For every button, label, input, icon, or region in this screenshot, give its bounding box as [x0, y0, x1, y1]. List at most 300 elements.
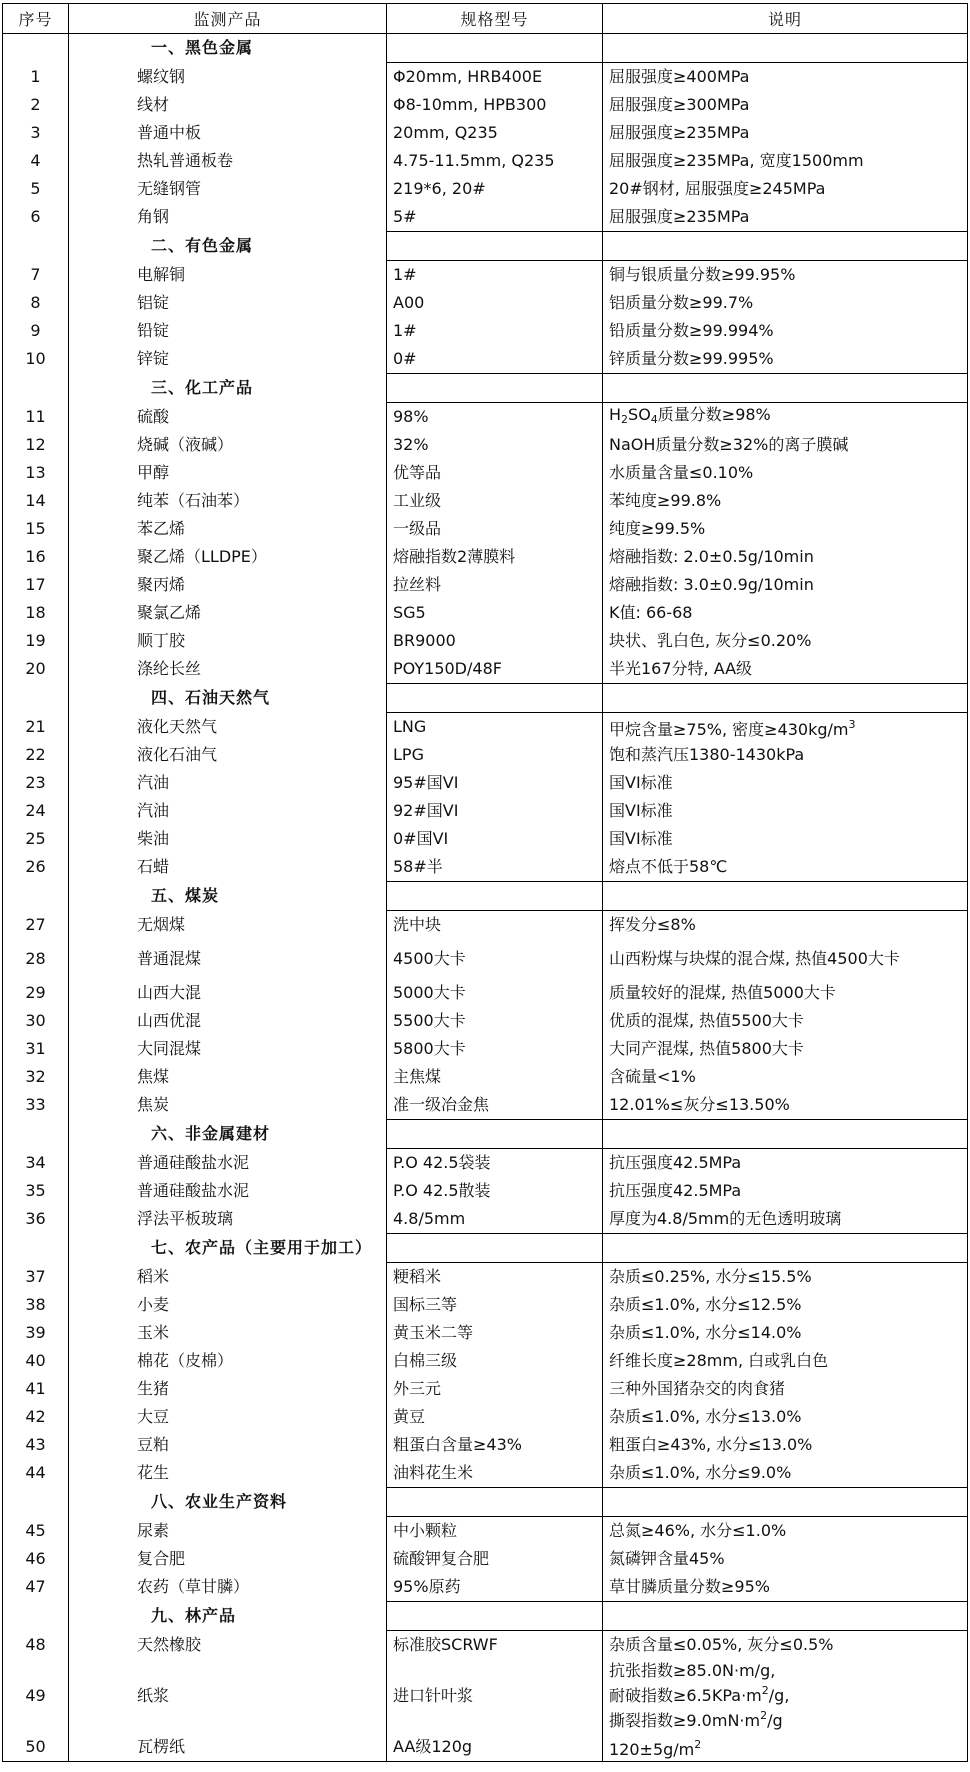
category-note-cell: [603, 374, 968, 403]
category-spec-cell: [387, 232, 603, 261]
row-product-name: 顺丁胶: [69, 627, 387, 655]
row-note: 熔点不低于58℃: [603, 853, 968, 882]
row-serial-no: 43: [3, 1431, 69, 1459]
category-spec-cell: [387, 34, 603, 63]
row-note: 杂质≤1.0%, 水分≤13.0%: [603, 1403, 968, 1431]
category-spec-cell: [387, 684, 603, 713]
row-note: 质量较好的混煤, 热值5000大卡: [603, 979, 968, 1007]
row-note: 饱和蒸汽压1380-1430kPa: [603, 741, 968, 769]
row-serial-no: 25: [3, 825, 69, 853]
row-serial-no: 34: [3, 1149, 69, 1178]
row-product-name: 柴油: [69, 825, 387, 853]
row-spec: 5500大卡: [387, 1007, 603, 1035]
category-title: 六、非金属建材: [69, 1120, 387, 1149]
row-serial-no: 12: [3, 431, 69, 459]
table-row: [3, 1007, 968, 1035]
table-row: [3, 1431, 968, 1459]
note-script: 2: [621, 412, 629, 426]
row-product-name: 天然橡胶: [69, 1631, 387, 1660]
table-row: [3, 431, 968, 459]
note-line: [609, 1681, 967, 1706]
category-serial-cell: [3, 1602, 69, 1631]
row-product-name: 聚丙烯: [69, 571, 387, 599]
table-row: [3, 1263, 968, 1292]
table-row: [3, 1459, 968, 1488]
row-product-name: 甲醇: [69, 459, 387, 487]
table-row: [3, 1403, 968, 1431]
table-row: [3, 1659, 968, 1733]
row-serial-no: 30: [3, 1007, 69, 1035]
row-product-name: 普通混煤: [69, 939, 387, 979]
row-spec: 32%: [387, 431, 603, 459]
row-note: 杂质≤1.0%, 水分≤14.0%: [603, 1319, 968, 1347]
row-spec: Φ8-10mm, HPB300: [387, 91, 603, 119]
table-row: [3, 289, 968, 317]
row-note: [603, 713, 968, 742]
note-script: 2: [761, 1684, 769, 1697]
row-product-name: 尿素: [69, 1517, 387, 1546]
monitoring-products-table: [2, 3, 968, 1762]
row-serial-no: 27: [3, 911, 69, 940]
row-spec: P.O 42.5散装: [387, 1177, 603, 1205]
row-product-name: 热轧普通板卷: [69, 147, 387, 175]
row-product-name: 无缝钢管: [69, 175, 387, 203]
category-note-cell: [603, 232, 968, 261]
row-note: 杂质≤0.25%, 水分≤15.5%: [603, 1263, 968, 1292]
row-note: [603, 1733, 968, 1762]
row-note: 铝质量分数≥99.7%: [603, 289, 968, 317]
table-row: [3, 825, 968, 853]
row-product-name: 锌锭: [69, 345, 387, 374]
category-serial-cell: [3, 232, 69, 261]
row-spec: 油料花生米: [387, 1459, 603, 1488]
row-note: 铜与银质量分数≥99.95%: [603, 261, 968, 290]
table-row: [3, 1035, 968, 1063]
row-product-name: 苯乙烯: [69, 515, 387, 543]
row-note: 三种外国猪杂交的肉食猪: [603, 1375, 968, 1403]
row-product-name: 铅锭: [69, 317, 387, 345]
row-product-name: 普通硅酸盐水泥: [69, 1149, 387, 1178]
row-serial-no: 24: [3, 797, 69, 825]
row-serial-no: 37: [3, 1263, 69, 1292]
category-row: [3, 1234, 968, 1263]
row-spec: 4.8/5mm: [387, 1205, 603, 1234]
row-spec: 工业级: [387, 487, 603, 515]
row-spec: 1#: [387, 317, 603, 345]
row-product-name: 聚氯乙烯: [69, 599, 387, 627]
row-note: 屈服强度≥235MPa: [603, 203, 968, 232]
row-serial-no: 40: [3, 1347, 69, 1375]
row-spec: 黄豆: [387, 1403, 603, 1431]
row-product-name: 豆粕: [69, 1431, 387, 1459]
row-serial-no: 50: [3, 1733, 69, 1762]
row-product-name: 农药（草甘膦）: [69, 1573, 387, 1602]
row-note: 苯纯度≥99.8%: [603, 487, 968, 515]
row-spec: 5#: [387, 203, 603, 232]
table-row: [3, 627, 968, 655]
row-spec: 219*6, 20#: [387, 175, 603, 203]
category-row: [3, 232, 968, 261]
row-note: NaOH质量分数≥32%的离子膜碱: [603, 431, 968, 459]
table-row: [3, 797, 968, 825]
category-spec-cell: [387, 882, 603, 911]
table-row: [3, 119, 968, 147]
category-title: 三、化工产品: [69, 374, 387, 403]
row-note: 熔融指数: 3.0±0.9g/10min: [603, 571, 968, 599]
category-row: [3, 1120, 968, 1149]
row-serial-no: 44: [3, 1459, 69, 1488]
note-text: /g,: [768, 1686, 790, 1705]
row-note: 块状、乳白色, 灰分≤0.20%: [603, 627, 968, 655]
category-serial-cell: [3, 34, 69, 63]
row-product-name: 铝锭: [69, 289, 387, 317]
category-serial-cell: [3, 1120, 69, 1149]
row-product-name: 大同混煤: [69, 1035, 387, 1063]
row-note: K值: 66-68: [603, 599, 968, 627]
row-note: 水质量含量≤0.10%: [603, 459, 968, 487]
category-title: 八、农业生产资料: [69, 1488, 387, 1517]
table-row: [3, 571, 968, 599]
row-serial-no: 49: [3, 1659, 69, 1733]
row-serial-no: 13: [3, 459, 69, 487]
row-serial-no: 45: [3, 1517, 69, 1546]
table-row: [3, 1545, 968, 1573]
note-script: 2: [760, 1709, 768, 1722]
row-serial-no: 36: [3, 1205, 69, 1234]
row-product-name: 聚乙烯（LLDPE）: [69, 543, 387, 571]
row-note: 杂质≤1.0%, 水分≤12.5%: [603, 1291, 968, 1319]
row-note: 杂质含量≤0.05%, 灰分≤0.5%: [603, 1631, 968, 1660]
row-spec: 92#国VI: [387, 797, 603, 825]
row-serial-no: 35: [3, 1177, 69, 1205]
row-note: 杂质≤1.0%, 水分≤9.0%: [603, 1459, 968, 1488]
row-serial-no: 28: [3, 939, 69, 979]
row-note: 山西粉煤与块煤的混合煤, 热值4500大卡: [603, 939, 968, 979]
row-note: 锌质量分数≥99.995%: [603, 345, 968, 374]
category-row: [3, 374, 968, 403]
table-row: [3, 543, 968, 571]
row-serial-no: 6: [3, 203, 69, 232]
row-serial-no: 15: [3, 515, 69, 543]
row-note: 含硫量<1%: [603, 1063, 968, 1091]
header-serial-no: 序号: [3, 4, 69, 34]
row-note: 国VI标准: [603, 769, 968, 797]
row-note: 总氮≥46%, 水分≤1.0%: [603, 1517, 968, 1546]
table-row: [3, 599, 968, 627]
note-script: 4: [650, 412, 658, 426]
row-product-name: 复合肥: [69, 1545, 387, 1573]
table-row: [3, 1149, 968, 1178]
row-note: 粗蛋白≥43%, 水分≤13.0%: [603, 1431, 968, 1459]
row-spec: 一级品: [387, 515, 603, 543]
row-spec: LPG: [387, 741, 603, 769]
table-body: [3, 34, 968, 1762]
note-text: 抗张指数≥85.0N·m/g,: [609, 1661, 776, 1680]
row-serial-no: 20: [3, 655, 69, 684]
row-spec: 国标三等: [387, 1291, 603, 1319]
row-product-name: 涤纶长丝: [69, 655, 387, 684]
row-spec: 粳稻米: [387, 1263, 603, 1292]
row-note: 屈服强度≥235MPa: [603, 119, 968, 147]
category-note-cell: [603, 1488, 968, 1517]
row-note: 纤维长度≥28mm, 白或乳白色: [603, 1347, 968, 1375]
row-note: 国VI标准: [603, 797, 968, 825]
row-product-name: 瓦楞纸: [69, 1733, 387, 1762]
row-serial-no: 3: [3, 119, 69, 147]
row-note: 屈服强度≥300MPa: [603, 91, 968, 119]
category-row: [3, 1488, 968, 1517]
table-row: [3, 91, 968, 119]
row-spec: 5000大卡: [387, 979, 603, 1007]
row-spec: 1#: [387, 261, 603, 290]
category-title: 四、石油天然气: [69, 684, 387, 713]
table-row: [3, 1291, 968, 1319]
table-row: [3, 1177, 968, 1205]
row-note: 20#钢材, 屈服强度≥245MPa: [603, 175, 968, 203]
category-title: 九、林产品: [69, 1602, 387, 1631]
table-row: [3, 203, 968, 232]
table-row: [3, 1517, 968, 1546]
category-row: [3, 684, 968, 713]
row-serial-no: 31: [3, 1035, 69, 1063]
row-spec: LNG: [387, 713, 603, 742]
category-serial-cell: [3, 1488, 69, 1517]
row-note: 氮磷钾含量45%: [603, 1545, 968, 1573]
row-note: 12.01%≤灰分≤13.50%: [603, 1091, 968, 1120]
row-product-name: 普通中板: [69, 119, 387, 147]
category-note-cell: [603, 684, 968, 713]
row-note: 抗压强度42.5MPa: [603, 1149, 968, 1178]
row-note: 国VI标准: [603, 825, 968, 853]
row-product-name: 汽油: [69, 769, 387, 797]
category-serial-cell: [3, 374, 69, 403]
row-product-name: 烧碱（液碱）: [69, 431, 387, 459]
row-product-name: 螺纹钢: [69, 63, 387, 92]
category-spec-cell: [387, 1488, 603, 1517]
row-spec: Φ20mm, HRB400E: [387, 63, 603, 92]
table-row: [3, 1733, 968, 1762]
category-note-cell: [603, 1120, 968, 1149]
category-note-cell: [603, 34, 968, 63]
row-serial-no: 22: [3, 741, 69, 769]
row-note: 优质的混煤, 热值5500大卡: [603, 1007, 968, 1035]
row-spec: A00: [387, 289, 603, 317]
row-serial-no: 46: [3, 1545, 69, 1573]
row-serial-no: 18: [3, 599, 69, 627]
category-row: [3, 34, 968, 63]
row-product-name: 无烟煤: [69, 911, 387, 940]
row-serial-no: 32: [3, 1063, 69, 1091]
row-product-name: 焦煤: [69, 1063, 387, 1091]
row-product-name: 硫酸: [69, 403, 387, 432]
row-spec: 硫酸钾复合肥: [387, 1545, 603, 1573]
table-row: [3, 939, 968, 979]
row-product-name: 纯苯（石油苯）: [69, 487, 387, 515]
row-serial-no: 11: [3, 403, 69, 432]
row-note: 纯度≥99.5%: [603, 515, 968, 543]
row-spec: 粗蛋白含量≥43%: [387, 1431, 603, 1459]
category-note-cell: [603, 882, 968, 911]
row-spec: P.O 42.5袋装: [387, 1149, 603, 1178]
header-spec: 规格型号: [387, 4, 603, 34]
row-product-name: 液化天然气: [69, 713, 387, 742]
table-header-row: [3, 4, 968, 34]
row-serial-no: 1: [3, 63, 69, 92]
row-spec: 黄玉米二等: [387, 1319, 603, 1347]
row-product-name: 普通硅酸盐水泥: [69, 1177, 387, 1205]
table-row: [3, 63, 968, 92]
table-row: [3, 459, 968, 487]
row-spec: 中小颗粒: [387, 1517, 603, 1546]
row-note: 铅质量分数≥99.994%: [603, 317, 968, 345]
table-row: [3, 147, 968, 175]
category-serial-cell: [3, 1234, 69, 1263]
row-note: 草甘膦质量分数≥95%: [603, 1573, 968, 1602]
row-serial-no: 10: [3, 345, 69, 374]
row-spec: 白棉三级: [387, 1347, 603, 1375]
table-row: [3, 853, 968, 882]
row-serial-no: 4: [3, 147, 69, 175]
row-product-name: 生猪: [69, 1375, 387, 1403]
note-script: 3: [848, 717, 856, 731]
row-serial-no: 48: [3, 1631, 69, 1660]
category-title: 五、煤炭: [69, 882, 387, 911]
row-product-name: 石蜡: [69, 853, 387, 882]
table-row: [3, 403, 968, 432]
row-serial-no: 42: [3, 1403, 69, 1431]
table-row: [3, 487, 968, 515]
note-text: 撕裂指数≥9.0mN·m: [609, 1711, 761, 1730]
table-row: [3, 655, 968, 684]
row-note: 屈服强度≥235MPa, 宽度1500mm: [603, 147, 968, 175]
category-note-cell: [603, 1602, 968, 1631]
row-note: 熔融指数: 2.0±0.5g/10min: [603, 543, 968, 571]
row-note: 大同产混煤, 热值5800大卡: [603, 1035, 968, 1063]
table-row: [3, 1205, 968, 1234]
row-spec: 0#: [387, 345, 603, 374]
table-row: [3, 1347, 968, 1375]
row-spec: 拉丝料: [387, 571, 603, 599]
row-spec: BR9000: [387, 627, 603, 655]
row-product-name: 纸浆: [69, 1659, 387, 1733]
row-spec: 95%原药: [387, 1573, 603, 1602]
row-serial-no: 9: [3, 317, 69, 345]
table-row: [3, 1091, 968, 1120]
row-note: 屈服强度≥400MPa: [603, 63, 968, 92]
row-serial-no: 29: [3, 979, 69, 1007]
row-serial-no: 41: [3, 1375, 69, 1403]
row-spec: 0#国VI: [387, 825, 603, 853]
row-serial-no: 21: [3, 713, 69, 742]
category-spec-cell: [387, 374, 603, 403]
note-text: 甲烷含量≥75%, 密度≥430kg/m: [609, 719, 849, 739]
row-serial-no: 16: [3, 543, 69, 571]
note-script: 2: [694, 1737, 702, 1751]
header-product: 监测产品: [69, 4, 387, 34]
note-text: H: [609, 404, 622, 424]
table-row: [3, 713, 968, 742]
category-row: [3, 1602, 968, 1631]
row-serial-no: 14: [3, 487, 69, 515]
row-spec: 58#半: [387, 853, 603, 882]
table-row: [3, 911, 968, 940]
row-product-name: 山西大混: [69, 979, 387, 1007]
table-row: [3, 1063, 968, 1091]
row-product-name: 液化石油气: [69, 741, 387, 769]
row-serial-no: 5: [3, 175, 69, 203]
row-spec: 标准胶SCRWF: [387, 1631, 603, 1660]
row-spec: 20mm, Q235: [387, 119, 603, 147]
row-serial-no: 17: [3, 571, 69, 599]
row-spec: SG5: [387, 599, 603, 627]
category-title: 二、有色金属: [69, 232, 387, 261]
row-spec: 进口针叶浆: [387, 1659, 603, 1733]
note-text: 质量分数≥98%: [657, 404, 771, 424]
note-text: 120±5g/m: [609, 1739, 695, 1759]
row-note: [603, 1659, 968, 1733]
row-product-name: 棉花（皮棉）: [69, 1347, 387, 1375]
row-serial-no: 8: [3, 289, 69, 317]
row-spec: 准一级冶金焦: [387, 1091, 603, 1120]
table-row: [3, 741, 968, 769]
category-title: 一、黑色金属: [69, 34, 387, 63]
table-row: [3, 1631, 968, 1660]
row-serial-no: 7: [3, 261, 69, 290]
category-row: [3, 882, 968, 911]
row-spec: 98%: [387, 403, 603, 432]
category-note-cell: [603, 1234, 968, 1263]
note-line: [609, 1661, 967, 1681]
table-row: [3, 979, 968, 1007]
row-product-name: 电解铜: [69, 261, 387, 290]
row-spec: 主焦煤: [387, 1063, 603, 1091]
category-serial-cell: [3, 882, 69, 911]
row-spec: POY150D/48F: [387, 655, 603, 684]
table-row: [3, 1319, 968, 1347]
note-text: /g: [767, 1711, 783, 1730]
row-note: 半光167分特, AA级: [603, 655, 968, 684]
table-row: [3, 769, 968, 797]
row-spec: 优等品: [387, 459, 603, 487]
row-product-name: 汽油: [69, 797, 387, 825]
row-serial-no: 2: [3, 91, 69, 119]
row-product-name: 花生: [69, 1459, 387, 1488]
category-spec-cell: [387, 1120, 603, 1149]
row-note: 抗压强度42.5MPa: [603, 1177, 968, 1205]
row-spec: 熔融指数2薄膜料: [387, 543, 603, 571]
category-serial-cell: [3, 684, 69, 713]
row-serial-no: 47: [3, 1573, 69, 1602]
row-product-name: 山西优混: [69, 1007, 387, 1035]
category-spec-cell: [387, 1602, 603, 1631]
row-note: 挥发分≤8%: [603, 911, 968, 940]
row-product-name: 玉米: [69, 1319, 387, 1347]
row-product-name: 焦炭: [69, 1091, 387, 1120]
row-spec: 95#国VI: [387, 769, 603, 797]
note-text: SO: [628, 404, 651, 424]
table-row: [3, 261, 968, 290]
row-spec: 4500大卡: [387, 939, 603, 979]
header-note: 说明: [603, 4, 968, 34]
row-product-name: 稻米: [69, 1263, 387, 1292]
table-row: [3, 175, 968, 203]
row-spec: 洗中块: [387, 911, 603, 940]
row-product-name: 大豆: [69, 1403, 387, 1431]
row-product-name: 浮法平板玻璃: [69, 1205, 387, 1234]
table-row: [3, 1573, 968, 1602]
row-serial-no: 23: [3, 769, 69, 797]
row-spec: 外三元: [387, 1375, 603, 1403]
